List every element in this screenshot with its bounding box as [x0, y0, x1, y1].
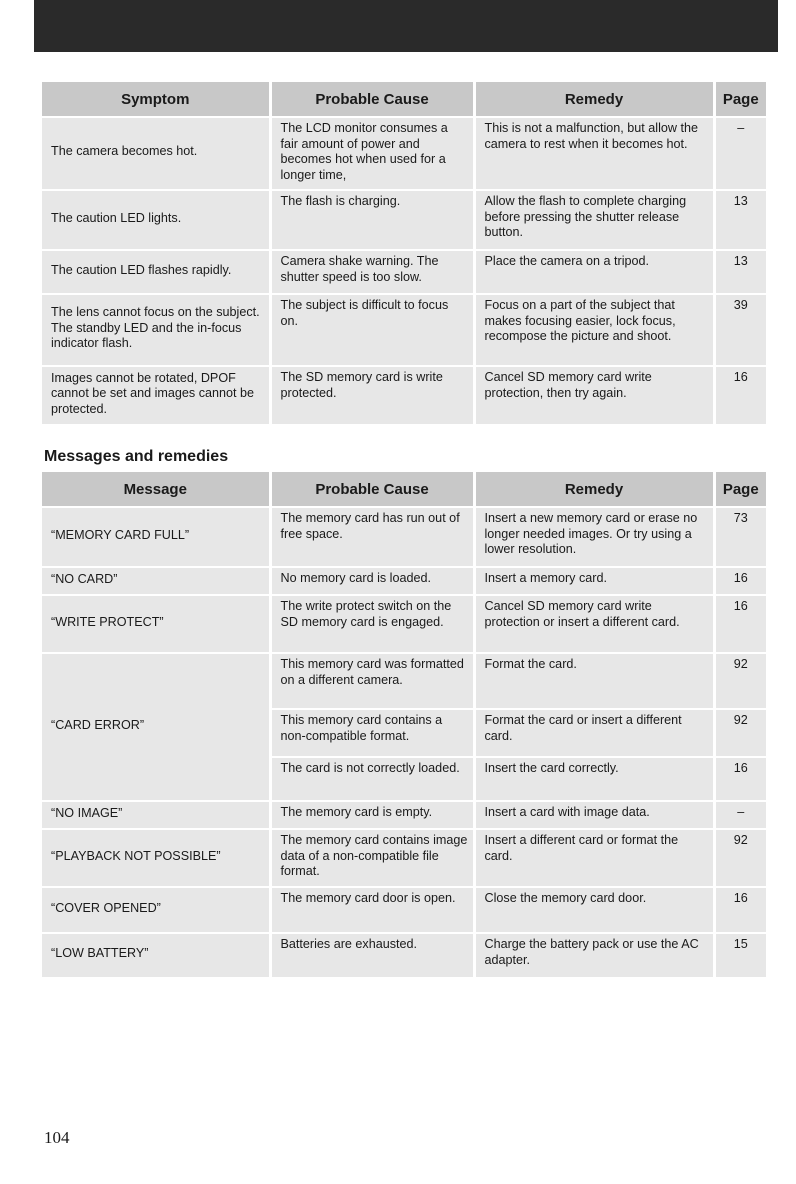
symptom-cell: Images cannot be rotated, DPOF cannot be set and images cannot be protected.: [42, 366, 270, 424]
page-header: Page: [714, 82, 766, 117]
page-cell: 16: [714, 757, 766, 801]
section-title: Messages and remedies: [44, 448, 229, 465]
table-row: [42, 653, 766, 709]
table-row: [42, 117, 766, 190]
message-cell: “COVER OPENED”: [42, 887, 270, 933]
page-cell: 16: [714, 595, 766, 653]
cause-cell: Batteries are exhausted.: [270, 933, 474, 977]
table-row: [42, 567, 766, 595]
cause-cell: The card is not correctly loaded.: [270, 757, 474, 801]
table-row: [42, 507, 766, 567]
remedy-cell: Allow the flash to complete charging before pressing the shutter release button.: [474, 190, 714, 250]
message-cell: “MEMORY CARD FULL”: [42, 507, 270, 567]
cause-cell: The memory card is empty.: [270, 801, 474, 829]
header-band: [34, 0, 778, 52]
table-row: [42, 933, 766, 977]
troubleshooting-table: [42, 82, 766, 424]
page-cell: 16: [714, 366, 766, 424]
message-header: Message: [42, 472, 270, 507]
cause-cell: The memory card door is open.: [270, 887, 474, 933]
remedy-cell: Insert the card correctly.: [474, 757, 714, 801]
remedy-header: Remedy: [474, 472, 714, 507]
messages-table: [42, 472, 766, 977]
remedy-cell: Insert a memory card.: [474, 567, 714, 595]
symptom-header: Symptom: [42, 82, 270, 117]
cause-cell: The memory card has run out of free space.: [270, 507, 474, 567]
cause-cell: The SD memory card is write protected.: [270, 366, 474, 424]
cause-cell: The subject is difficult to focus on.: [270, 294, 474, 366]
page-cell: 39: [714, 294, 766, 366]
page-cell: 92: [714, 653, 766, 709]
symptom-cell: The camera becomes hot.: [42, 117, 270, 190]
cause-cell: The flash is charging.: [270, 190, 474, 250]
table-header-row: [42, 472, 766, 507]
page-cell: 15: [714, 933, 766, 977]
page-header: Page: [714, 472, 766, 507]
cause-cell: This memory card contains a non-compatible format.: [270, 709, 474, 757]
message-cell: “CARD ERROR”: [42, 653, 270, 801]
remedy-cell: Cancel SD memory card write protection, then try again.: [474, 366, 714, 424]
probable-cause-header: Probable Cause: [270, 472, 474, 507]
table-row: [42, 829, 766, 887]
remedy-header: Remedy: [474, 82, 714, 117]
page-cell: 73: [714, 507, 766, 567]
cause-cell: The memory card contains image data of a non-compatible file format.: [270, 829, 474, 887]
table-row: [42, 366, 766, 424]
remedy-cell: Charge the battery pack or use the AC adapter.: [474, 933, 714, 977]
cause-cell: Camera shake warning. The shutter speed is too slow.: [270, 250, 474, 294]
probable-cause-header: Probable Cause: [270, 82, 474, 117]
table-row: [42, 250, 766, 294]
remedy-cell: Insert a card with image data.: [474, 801, 714, 829]
message-cell: “LOW BATTERY”: [42, 933, 270, 977]
table-header-row: [42, 82, 766, 117]
page-number: 104: [44, 1128, 70, 1147]
remedy-cell: Insert a different card or format the card.: [474, 829, 714, 887]
table-row: [42, 595, 766, 653]
message-cell: “PLAYBACK NOT POSSIBLE”: [42, 829, 270, 887]
page-cell: –: [714, 801, 766, 829]
page-cell: 16: [714, 567, 766, 595]
table-row: [42, 294, 766, 366]
cause-cell: This memory card was formatted on a different camera.: [270, 653, 474, 709]
remedy-cell: Focus on a part of the subject that makes focusing easier, lock focus, recompose the picture and shoot.: [474, 294, 714, 366]
table-row: [42, 801, 766, 829]
message-cell: “NO CARD”: [42, 567, 270, 595]
symptom-cell: The caution LED lights.: [42, 190, 270, 250]
page-cell: 92: [714, 829, 766, 887]
remedy-cell: Place the camera on a tripod.: [474, 250, 714, 294]
remedy-cell: Close the memory card door.: [474, 887, 714, 933]
cause-cell: The write protect switch on the SD memory card is engaged.: [270, 595, 474, 653]
cause-cell: The LCD monitor consumes a fair amount of power and becomes hot when used for a longer time,: [270, 117, 474, 190]
page-cell: 92: [714, 709, 766, 757]
page-cell: 13: [714, 250, 766, 294]
page-cell: 16: [714, 887, 766, 933]
page-cell: –: [714, 117, 766, 190]
table-row: [42, 887, 766, 933]
remedy-cell: Cancel SD memory card write protection or insert a different card.: [474, 595, 714, 653]
remedy-cell: Format the card.: [474, 653, 714, 709]
remedy-cell: This is not a malfunction, but allow the camera to rest when it becomes hot.: [474, 117, 714, 190]
symptom-cell: The lens cannot focus on the subject. The standby LED and the in-focus indicator flash.: [42, 294, 270, 366]
message-cell: “NO IMAGE”: [42, 801, 270, 829]
remedy-cell: Format the card or insert a different card.: [474, 709, 714, 757]
remedy-cell: Insert a new memory card or erase no longer needed images. Or try using a lower resolution.: [474, 507, 714, 567]
table-row: [42, 190, 766, 250]
page-cell: 13: [714, 190, 766, 250]
cause-cell: No memory card is loaded.: [270, 567, 474, 595]
symptom-cell: The caution LED flashes rapidly.: [42, 250, 270, 294]
message-cell: “WRITE PROTECT”: [42, 595, 270, 653]
